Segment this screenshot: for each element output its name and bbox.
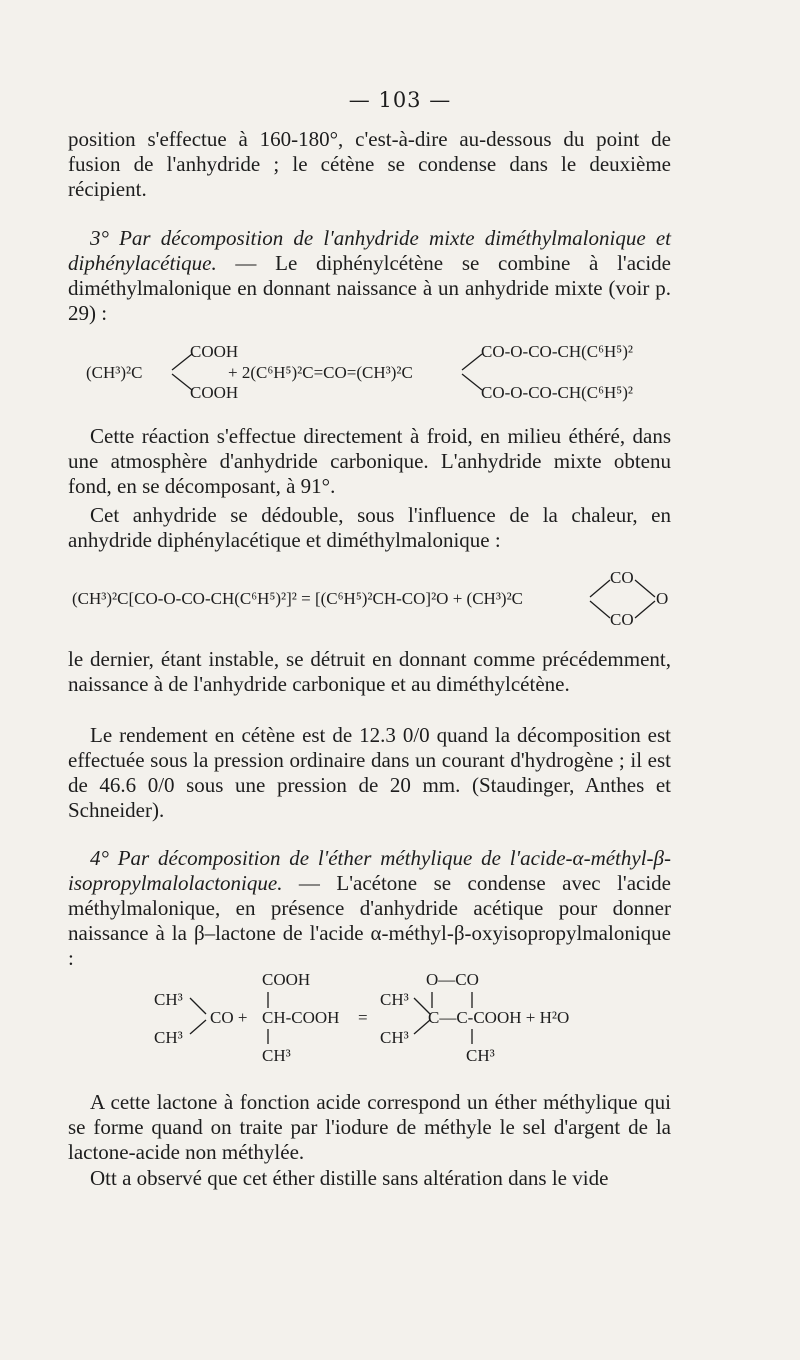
eq3-o-co: O—CO — [426, 970, 479, 989]
eq2-co-bottom: CO — [610, 610, 634, 629]
paragraph-2 — [68, 226, 671, 326]
paragraph-1 — [68, 127, 671, 202]
eq2-main: (CH³)²C[CO-O-CO-CH(C⁶H⁵)²]² = [(C⁶H⁵)²CH-CO]²O + (CH³)²C — [72, 589, 524, 608]
eq3-ch3-below: CH³ — [262, 1046, 291, 1065]
paragraph-5 — [68, 647, 671, 697]
paragraph-6 — [68, 723, 671, 823]
eq1-right-bottom: CO-O-CO-CH(C⁶H⁵)² — [481, 383, 633, 402]
eq1-cooh-top: COOH — [190, 342, 239, 361]
page-number: — 103 — — [348, 88, 452, 112]
equation-1 — [86, 340, 686, 410]
paragraph-4 — [68, 503, 671, 553]
paragraph-9-text: Ott a observé que cet éther distille sans altération dans le vide — [90, 1166, 609, 1190]
section-3-heading: 3° Par décomposition de l'anhydride mixte diméthylmalonique et diphénylacétique. — [68, 226, 671, 275]
paragraph-2-text: — Le diphénylcétène se combine à l'acide diméthylmalonique en donnant naissance à un anhydride mixte (voir p. 29) : — [68, 251, 671, 325]
paragraph-7-text: — L'acétone se condense avec l'acide méthylmalonique, en présence d'anhydride acétique pour donner naissance à la β–lactone de l'acide α-méthyl-β-oxyisopropylmalonique : — [68, 871, 671, 970]
eq1-cooh-bottom: COOH — [190, 383, 239, 402]
paragraph-1-text: position s'effectue à 160-180°, c'est-à-dire au-dessous du point de fusion de l'anhydride ; le cétène se condense dans le deuxième récipient. — [68, 127, 671, 201]
eq1-right-top: CO-O-CO-CH(C⁶H⁵)² — [481, 342, 633, 361]
paragraph-8-text: A cette lactone à fonction acide correspond un éther méthylique qui se forme quand on traite par l'iodure de méthyle le sel d'argent de la lactone-acide non méthylée. — [68, 1090, 671, 1164]
eq2-o-right: O — [656, 589, 669, 608]
paragraph-7 — [68, 846, 671, 971]
eq3-ch-cooh: CH-COOH — [262, 1008, 340, 1027]
eq3-ch3-top-right: CH³ — [380, 990, 409, 1009]
eq3-ch3-bottom: CH³ — [154, 1028, 183, 1047]
paragraph-3 — [68, 424, 671, 499]
eq1-left-group: (CH³)²C — [86, 363, 143, 382]
paragraph-3-text: Cette réaction s'effectue directement à froid, en milieu éthéré, dans une atmosphère d'anhydride carbonique. L'anhydride mixte obtenu fond, en se décomposant, à 91°. — [68, 424, 671, 498]
eq3-ch3-top: CH³ — [154, 990, 183, 1009]
paragraph-4-text: Cet anhydride se dédouble, sous l'influence de la chaleur, en anhydride diphénylacétique et diméthylmalonique : — [68, 503, 671, 552]
equation-2 — [72, 564, 692, 634]
eq1-middle: + 2(C⁶H⁵)²C=CO=(CH³)²C — [228, 363, 413, 382]
eq2-co-top: CO — [610, 568, 634, 587]
paragraph-2-body — [68, 226, 671, 326]
eq3-equals: = — [358, 1008, 368, 1027]
eq3-co-plus: CO + — [210, 1008, 248, 1027]
eq3-ch3-below-right: CH³ — [466, 1046, 495, 1065]
equation-3 — [154, 968, 624, 1068]
section-4-heading: 4° Par décomposition de l'éther méthylique de l'acide-α-méthyl-β-isopropylmalolactonique. — [68, 846, 671, 895]
eq3-c-c-cooh: C—C-COOH + H²O — [428, 1008, 570, 1027]
eq3-cooh-top: COOH — [262, 970, 311, 989]
paragraph-7-body — [68, 846, 671, 971]
paragraph-8 — [68, 1090, 671, 1165]
paragraph-5-text: le dernier, étant instable, se détruit en donnant comme précédemment, naissance à de l'anhydride carbonique et au diméthylcétène. — [68, 647, 671, 696]
paragraph-9 — [68, 1166, 671, 1191]
eq3-ch3-bottom-right: CH³ — [380, 1028, 409, 1047]
paragraph-6-text: Le rendement en cétène est de 12.3 0/0 quand la décomposition est effectuée sous la pression ordinaire dans un courant d'hydrogène ; il est de 46.6 0/0 sous une pression de 20 mm. (Staudinger, Anthes et Schneider). — [68, 723, 671, 822]
